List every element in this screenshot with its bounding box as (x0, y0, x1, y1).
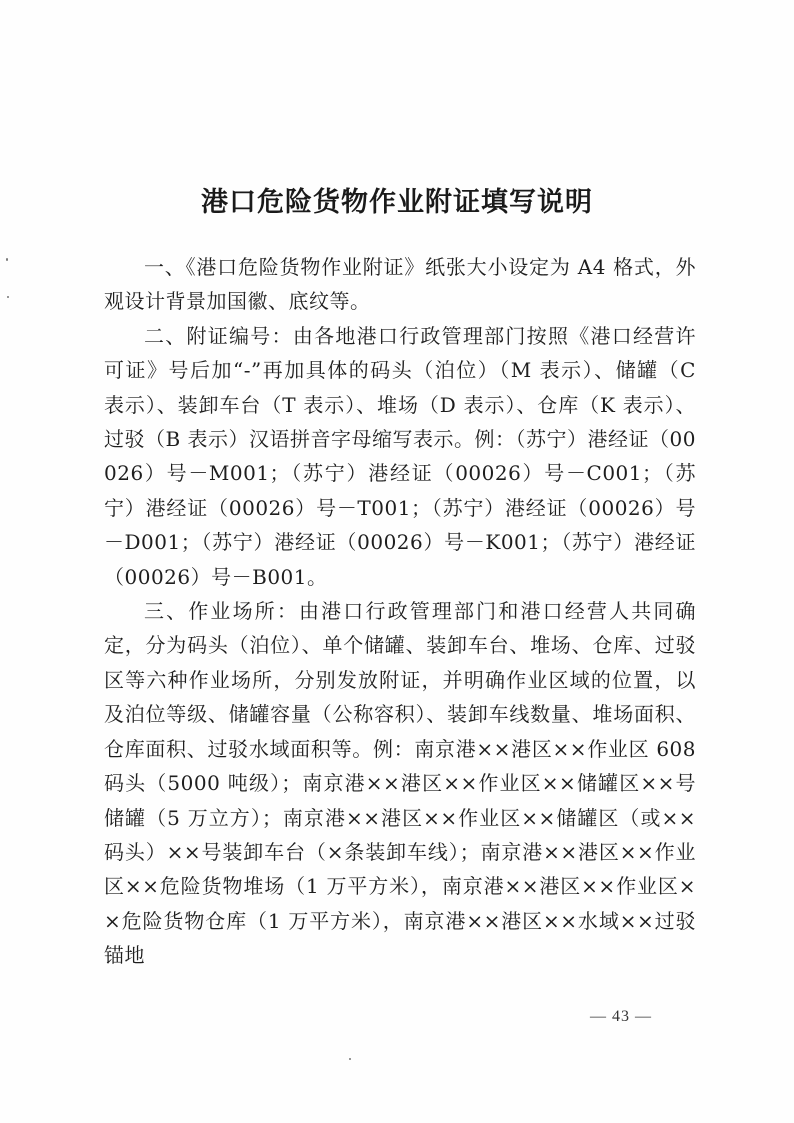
paragraph-2: 二、附证编号：由各地港口行政管理部门按照《港口经营许可证》号后加“-”再加具体的码头（泊位）（M 表示）、储罐（C 表示）、装卸车台（T 表示）、堆场（D 表示）、仓库（K 表示）、过驳（B 表示）汉语拼音字母缩写表示。例：（苏宁）港经证（00026）号－M001；（苏宁）港经证（00026）号－C001；（苏宁）港经证（00026）号－T001；（苏宁）港经证（00026）号－D001；（苏宁）港经证（00026）号－K001；（苏宁）港经证（00026）号－B001。 (104, 323, 697, 589)
paragraph-1: 一、《港口危险货物作业附证》纸张大小设定为 A4 格式，外观设计背景加国徽、底纹等。 (104, 255, 696, 314)
page-number: — 43 — (590, 1008, 652, 1025)
paragraph-3: 三、作业场所：由港口行政管理部门和港口经营人共同确定，分为码头（泊位）、单个储罐、装卸车台、堆场、仓库、过驳区等六种作业场所，分别发放附证，并明确作业区域的位置，以及泊位等级、储罐容量（公称容积）、装卸车线数量、堆场面积、仓库面积、过驳水域面积等。例：南京港××港区××作业区 608 码头（5000 吨级）；南京港××港区××作业区××储罐区××号储罐（5 万立方）；南京港××港区××作业区××储罐区（或××码头）××号装卸车台（×条装卸车线）；南京港××港区××作业区××危险货物堆场（1 万平方米），南京港××港区××作业区××危险货物仓库（1 万平方米），南京港××港区××水域××过驳锚地 (104, 599, 696, 968)
scan-speck (349, 1058, 351, 1060)
scan-speck (7, 296, 9, 298)
document-title: 港口危险货物作业附证填写说明 (201, 187, 593, 218)
document-body (104, 250, 696, 973)
scan-speck (6, 258, 8, 261)
